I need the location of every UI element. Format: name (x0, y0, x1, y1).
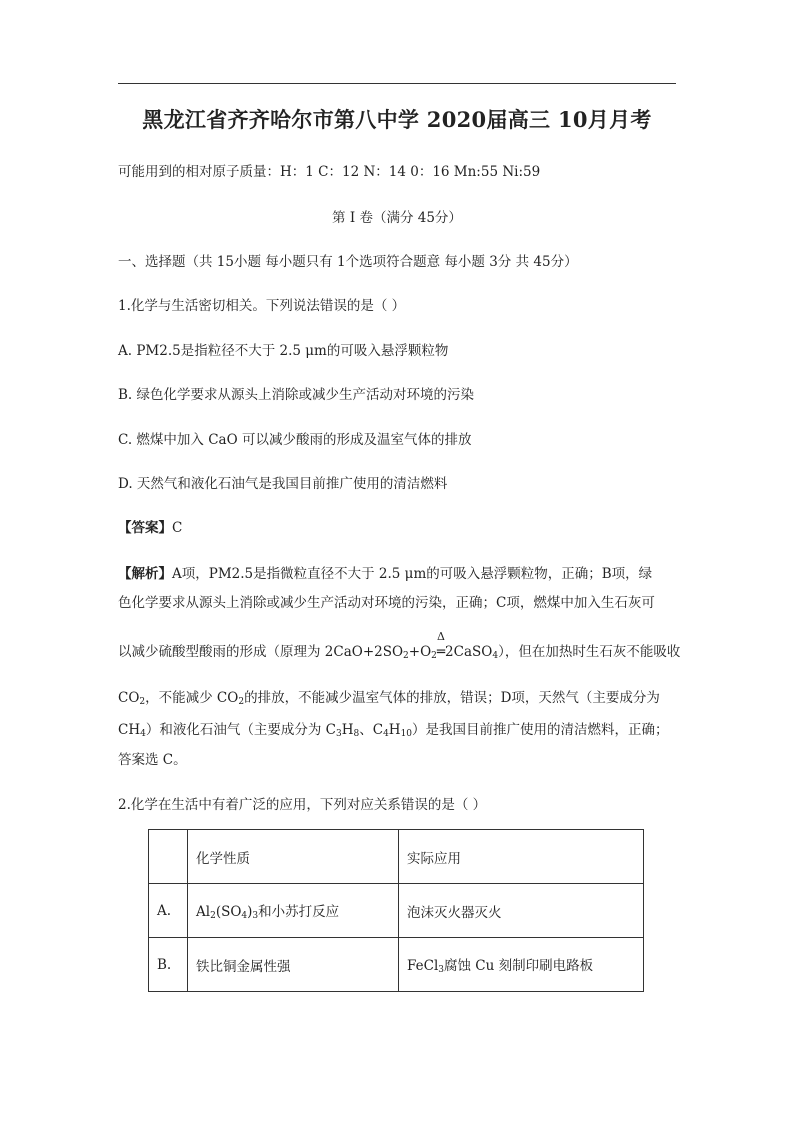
table-header-cell: 化学性质 (188, 830, 399, 884)
section-title: 一、选择题（共 15小题 每小题只有 1个选项符合题意 每小题 3分 共 45分） (118, 254, 578, 270)
row-label: A. (149, 884, 188, 938)
analysis-line-3: 以减少硫酸型酸雨的形成（原理为 $2CaO+2SO_2+O_2$ Δ ═2CaSO$_4$），但在加热时生石灰不能吸收 (118, 630, 681, 661)
question-1-stem: 1.化学与生活密切相关。下列说法错误的是（ ） (118, 298, 406, 314)
row-property: 铁比铜金属性强 (188, 938, 399, 992)
table-header-cell: 实际应用 (399, 830, 644, 884)
analysis-line-2: 色化学要求从源头上消除或减少生产活动对环境的污染，正确；C项，燃煤中加入生石灰可 (118, 595, 655, 611)
analysis-line-6: 答案选 C。 (118, 752, 187, 768)
row-property: $Al_2(SO_4)_3$和小苏打反应 (188, 884, 399, 938)
answer-value: C (172, 520, 183, 536)
question-1-option-a: A. PM2.5是指粒径不大于 2.5 μm的可吸入悬浮颗粒物 (118, 343, 449, 359)
question-1-option-b: B. 绿色化学要求从源头上消除或减少生产活动对环境的污染 (118, 387, 475, 403)
atomic-mass-line: 可能用到的相对原子质量：H：1 C：12 N：14 0：16 Mn:55 Ni:59 (118, 164, 541, 180)
row-application: 泡沫灭火器灭火 (399, 884, 644, 938)
table-header-row (149, 830, 644, 884)
delta-symbol: Δ (436, 630, 445, 643)
question-2-stem: 2.化学在生活中有着广泛的应用，下列对应关系错误的是（ ） (118, 797, 487, 813)
table-row (149, 938, 644, 992)
analysis-label: 【解析】 (118, 566, 172, 582)
volume-title: 第 I 卷（满分 45分） (332, 210, 462, 226)
question-2-table (148, 829, 644, 992)
row-label: B. (149, 938, 188, 992)
table-header-cell (149, 830, 188, 884)
row-application: FeCl$_3$腐蚀 Cu 刻制印刷电路板 (399, 938, 644, 992)
question-1-option-c: C. 燃煤中加入 CaO 可以减少酸雨的形成及温室气体的排放 (118, 432, 472, 448)
exam-title: 黑龙江省齐齐哈尔市第八中学 2020届高三 10月月考 (142, 107, 652, 132)
analysis-line-1: 【解析】A项，PM2.5是指微粒直径不大于 2.5 μm的可吸入悬浮颗粒物，正确；B项，绿 (118, 566, 653, 582)
table-row (149, 884, 644, 938)
answer-label: 【答案】 (118, 520, 172, 536)
analysis-line-4: $CO_2$，不能减少 $CO_2$的排放，不能减少温室气体的排放，错误；D项，天然气（主要成分为 (118, 690, 660, 707)
question-1-option-d: D. 天然气和液化石油气是我国目前推广使用的清洁燃料 (118, 476, 448, 492)
heating-arrow: Δ ═ (436, 630, 446, 660)
analysis-line-5: $CH_4$）和液化石油气（主要成分为 $C_3H_8$、$C_4H_{10}$）是我国目前推广使用的清洁燃料，正确； (118, 722, 669, 739)
header-rule (118, 83, 676, 84)
question-1-answer (118, 516, 182, 536)
